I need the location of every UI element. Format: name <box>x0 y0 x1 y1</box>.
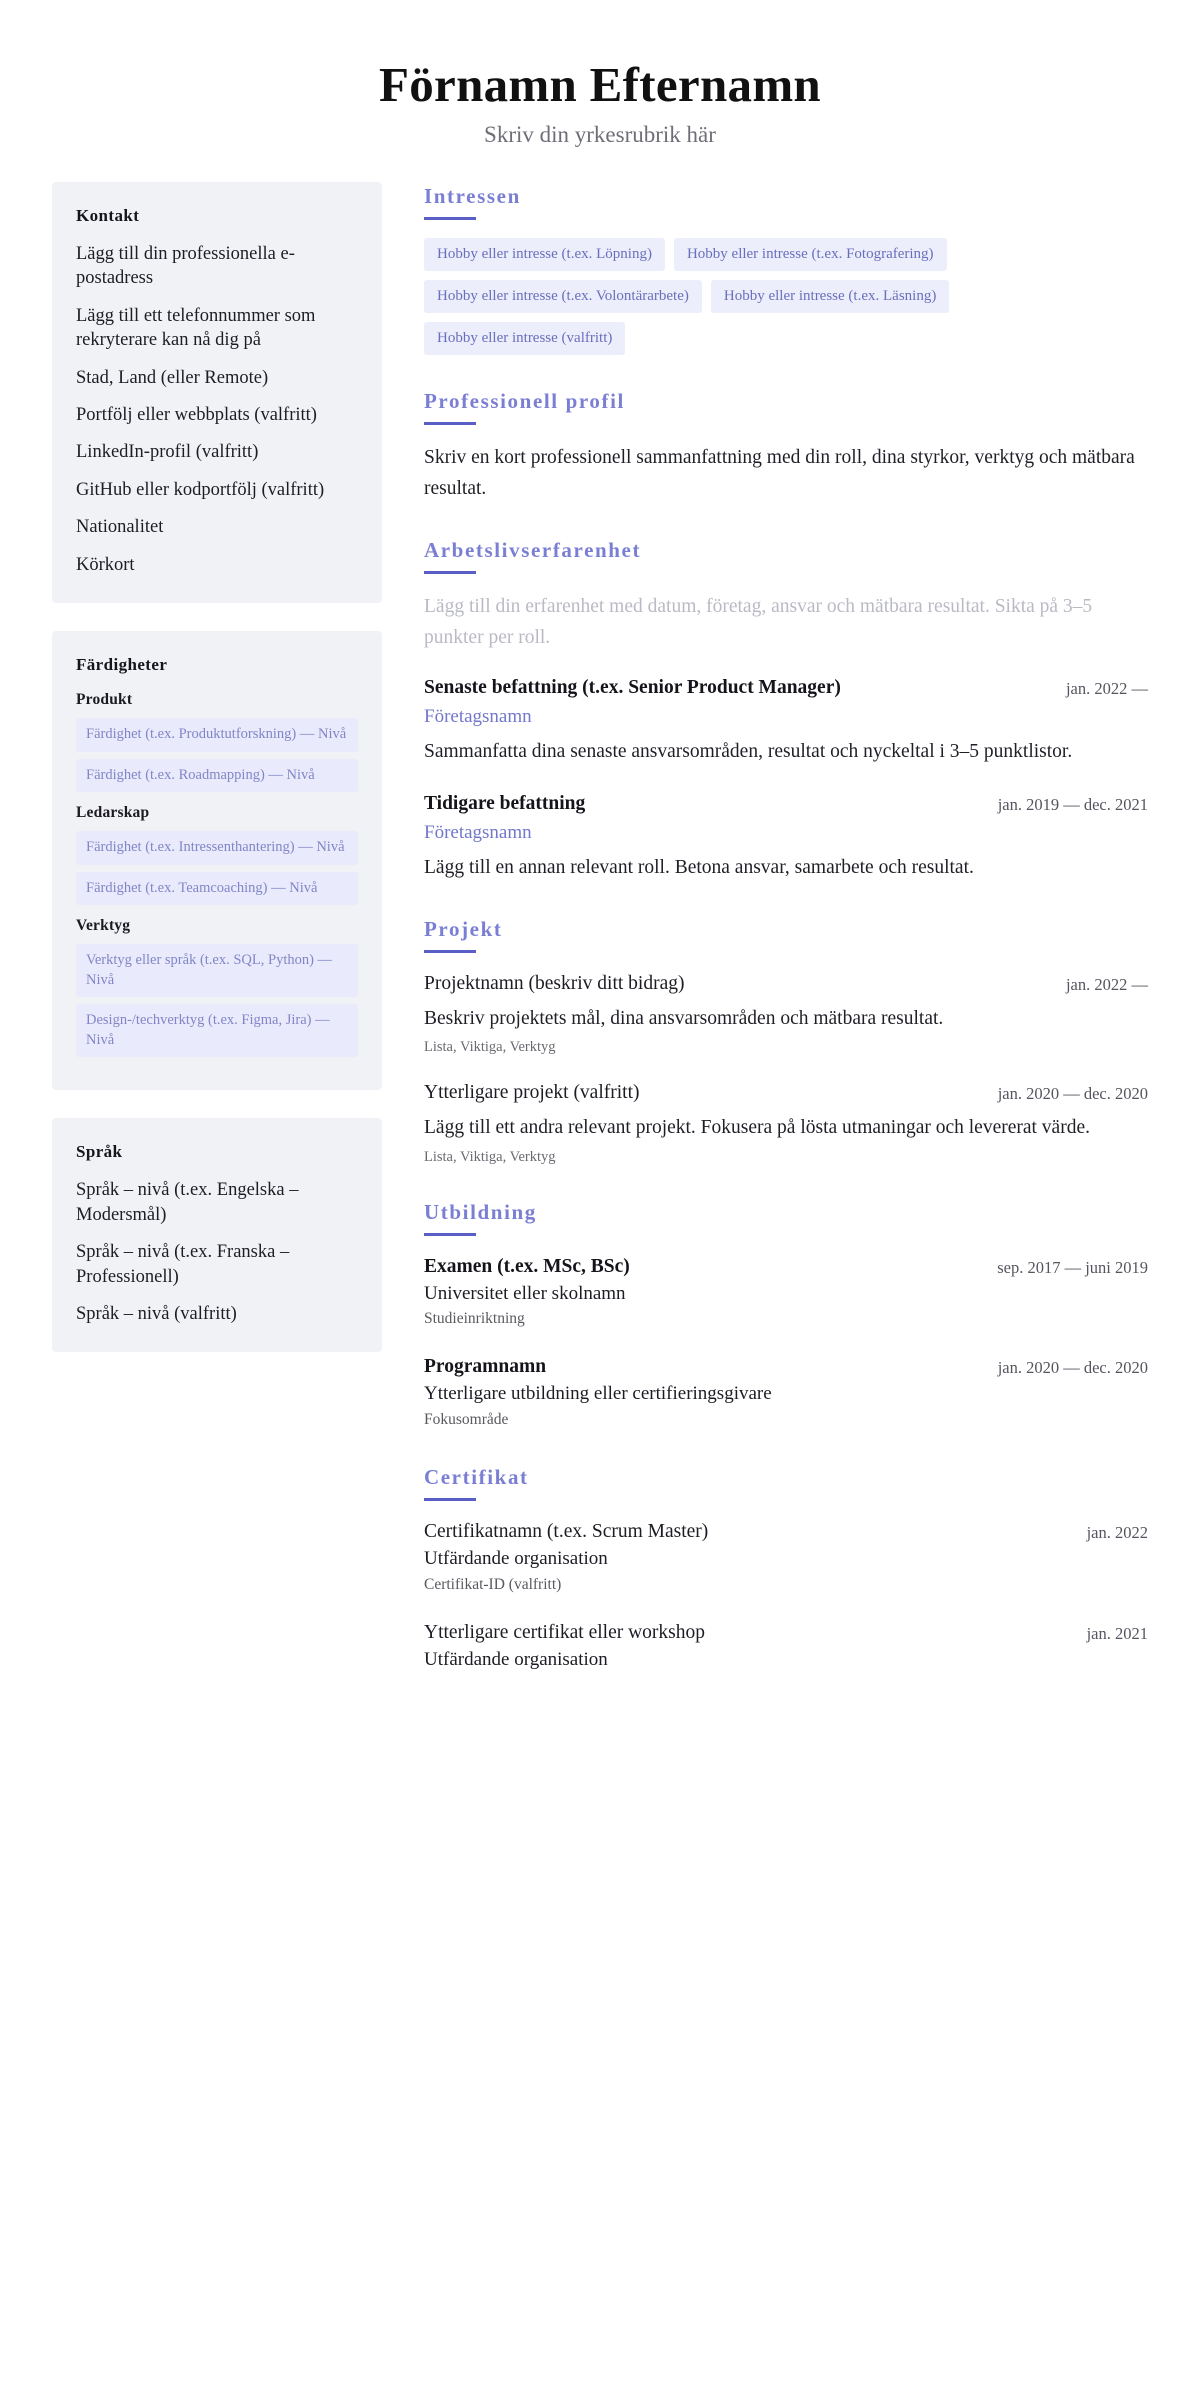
experience-entry <box>424 791 1148 883</box>
entry-head <box>424 1254 1148 1280</box>
entry-title: Ytterligare projekt (valfritt) <box>424 1082 640 1104</box>
section-heading: Intressen <box>424 183 521 208</box>
interest-list <box>424 238 1148 355</box>
entry-description: Sammanfatta dina senaste ansvarsområden, resultat och nyckeltal i 3–5 punktlistor. <box>424 740 1073 762</box>
language-item: Språk – nivå (t.ex. Engelska – Modersmål) <box>76 1180 299 1225</box>
contact-item: LinkedIn-profil (valfritt) <box>76 442 259 463</box>
sidebar <box>52 182 382 1381</box>
entry-date: jan. 2020 — dec. 2020 <box>997 1084 1148 1104</box>
contact-card <box>52 182 382 603</box>
contact-item: Stad, Land (eller Remote) <box>76 367 269 388</box>
entry-head <box>424 1620 1148 1646</box>
contact-item: GitHub eller kodportfölj (valfritt) <box>76 479 325 500</box>
entry-title: Examen (t.ex. MSc, BSc) <box>424 1255 630 1277</box>
entry-date: jan. 2022 — <box>1065 974 1148 994</box>
section-rule <box>424 950 476 953</box>
entry-title: Certifikatnamn (t.ex. Scrum Master) <box>424 1520 709 1542</box>
interest-pill: Hobby eller intresse (t.ex. Fotografering) <box>674 238 947 271</box>
interest-pill: Hobby eller intresse (t.ex. Löpning) <box>424 238 665 271</box>
skill-pill: Färdighet (t.ex. Roadmapping) — Nivå <box>76 759 358 793</box>
contact-item: Portfölj eller webbplats (valfritt) <box>76 404 317 425</box>
entry-head <box>424 1354 1148 1380</box>
interest-pill: Hobby eller intresse (t.ex. Läsning) <box>711 280 949 313</box>
section-rule <box>424 422 476 425</box>
contact-item: Lägg till ett telefonnummer som rekryterare kan nå dig på <box>76 305 316 351</box>
education-entry <box>424 1254 1148 1331</box>
entry-date: jan. 2020 — dec. 2020 <box>997 1358 1148 1378</box>
entry-organization: Företagsnamn <box>424 706 532 728</box>
entry-head <box>424 971 1148 997</box>
entry-tags: Lista, Viktiga, Verktyg <box>424 1148 556 1165</box>
section-experience <box>424 538 1148 882</box>
section-projects <box>424 917 1148 1166</box>
skill-pill: Verktyg eller språk (t.ex. SQL, Python) — Nivå <box>76 944 358 997</box>
entry-head <box>424 1519 1148 1545</box>
interest-pill: Hobby eller intresse (t.ex. Volontärarbete) <box>424 280 702 313</box>
section-profile <box>424 389 1148 505</box>
entry-title: Programnamn <box>424 1356 547 1378</box>
entry-organization: Universitet eller skolnamn <box>424 1282 626 1304</box>
entry-title: Ytterligare certifikat eller workshop <box>424 1621 706 1643</box>
skills-card <box>52 631 382 1091</box>
project-entry <box>424 1080 1148 1165</box>
section-rule <box>424 1233 476 1236</box>
resume-body <box>52 182 1148 1707</box>
job-title-subtitle: Skriv din yrkesrubrik här <box>484 121 716 147</box>
entry-description: Lägg till en annan relevant roll. Betona ansvar, samarbete och resultat. <box>424 856 974 878</box>
entry-subtext: Studieinriktning <box>424 1310 525 1328</box>
section-rule <box>424 217 476 220</box>
entry-organization: Ytterligare utbildning eller certifieringsgivare <box>424 1383 772 1405</box>
skill-group <box>76 917 358 1057</box>
entry-head <box>424 1080 1148 1106</box>
entry-tags: Lista, Viktiga, Verktyg <box>424 1039 556 1056</box>
entry-date: jan. 2022 — <box>1065 678 1148 698</box>
skill-pill: Design-/techverktyg (t.ex. Figma, Jira) — Nivå <box>76 1004 358 1057</box>
certificate-entry <box>424 1620 1148 1673</box>
language-item: Språk – nivå (valfritt) <box>76 1304 237 1325</box>
skill-group-name: Produkt <box>76 690 133 708</box>
entry-title: Tidigare befattning <box>424 792 586 814</box>
entry-date: sep. 2017 — juni 2019 <box>997 1257 1148 1277</box>
section-rule <box>424 1498 476 1501</box>
education-entry <box>424 1354 1148 1431</box>
main-content <box>424 182 1148 1707</box>
profile-text: Skriv en kort professionell sammanfattning med din roll, dina styrkor, verktyg och mätbara resultat. <box>424 446 1135 499</box>
skill-group-name: Ledarskap <box>76 804 150 822</box>
entry-head <box>424 791 1148 817</box>
section-interests <box>424 184 1148 355</box>
skill-group <box>76 804 358 905</box>
entry-head <box>424 675 1148 701</box>
entry-title: Senaste befattning (t.ex. Senior Product Manager) <box>424 676 841 698</box>
section-heading: Arbetslivserfarenhet <box>424 538 642 563</box>
entry-description: Lägg till ett andra relevant projekt. Fokusera på lösta utmaningar och levererat värde. <box>424 1117 1090 1139</box>
contact-item: Nationalitet <box>76 517 164 538</box>
skill-pill: Färdighet (t.ex. Intressenthantering) — Nivå <box>76 831 358 865</box>
section-heading: Projekt <box>424 916 503 941</box>
entry-description: Beskriv projektets mål, dina ansvarsområden och mätbara resultat. <box>424 1008 944 1030</box>
contact-title: Kontakt <box>76 205 140 225</box>
skills-title: Färdigheter <box>76 654 168 674</box>
language-item: Språk – nivå (t.ex. Franska – Professionell) <box>76 1242 290 1287</box>
interest-pill: Hobby eller intresse (valfritt) <box>424 322 625 355</box>
resume-header <box>52 58 1148 148</box>
section-certificates <box>424 1465 1148 1672</box>
project-entry <box>424 971 1148 1056</box>
entry-subtext: Certifikat-ID (valfritt) <box>424 1575 562 1593</box>
languages-card <box>52 1118 382 1352</box>
skill-group <box>76 691 358 792</box>
experience-entry <box>424 675 1148 767</box>
entry-title: Projektnamn (beskriv ditt bidrag) <box>424 972 685 994</box>
page-title: Förnamn Efternamn <box>379 57 821 112</box>
contact-item: Lägg till din professionella e-postadress <box>76 243 295 289</box>
entry-organization: Utfärdande organisation <box>424 1548 608 1570</box>
contact-item: Körkort <box>76 554 135 575</box>
entry-subtext: Fokusområde <box>424 1411 509 1429</box>
section-rule <box>424 571 476 574</box>
section-heading: Professionell profil <box>424 388 625 413</box>
section-heading: Certifikat <box>424 1464 529 1489</box>
entry-date: jan. 2021 <box>1086 1623 1148 1643</box>
skill-group-name: Verktyg <box>76 917 131 935</box>
skill-pill: Färdighet (t.ex. Teamcoaching) — Nivå <box>76 872 358 906</box>
entry-organization: Utfärdande organisation <box>424 1648 608 1670</box>
entry-date: jan. 2022 <box>1086 1522 1148 1542</box>
entry-date: jan. 2019 — dec. 2021 <box>997 794 1148 814</box>
section-heading: Utbildning <box>424 1199 537 1224</box>
section-education <box>424 1200 1148 1431</box>
languages-title: Språk <box>76 1142 123 1162</box>
certificate-entry <box>424 1519 1148 1596</box>
experience-hint: Lägg till din erfarenhet med datum, företag, ansvar och mätbara resultat. Sikta på 3–5 punkter per roll. <box>424 596 1093 648</box>
entry-organization: Företagsnamn <box>424 822 532 844</box>
skill-pill: Färdighet (t.ex. Produktutforskning) — Nivå <box>76 718 358 752</box>
